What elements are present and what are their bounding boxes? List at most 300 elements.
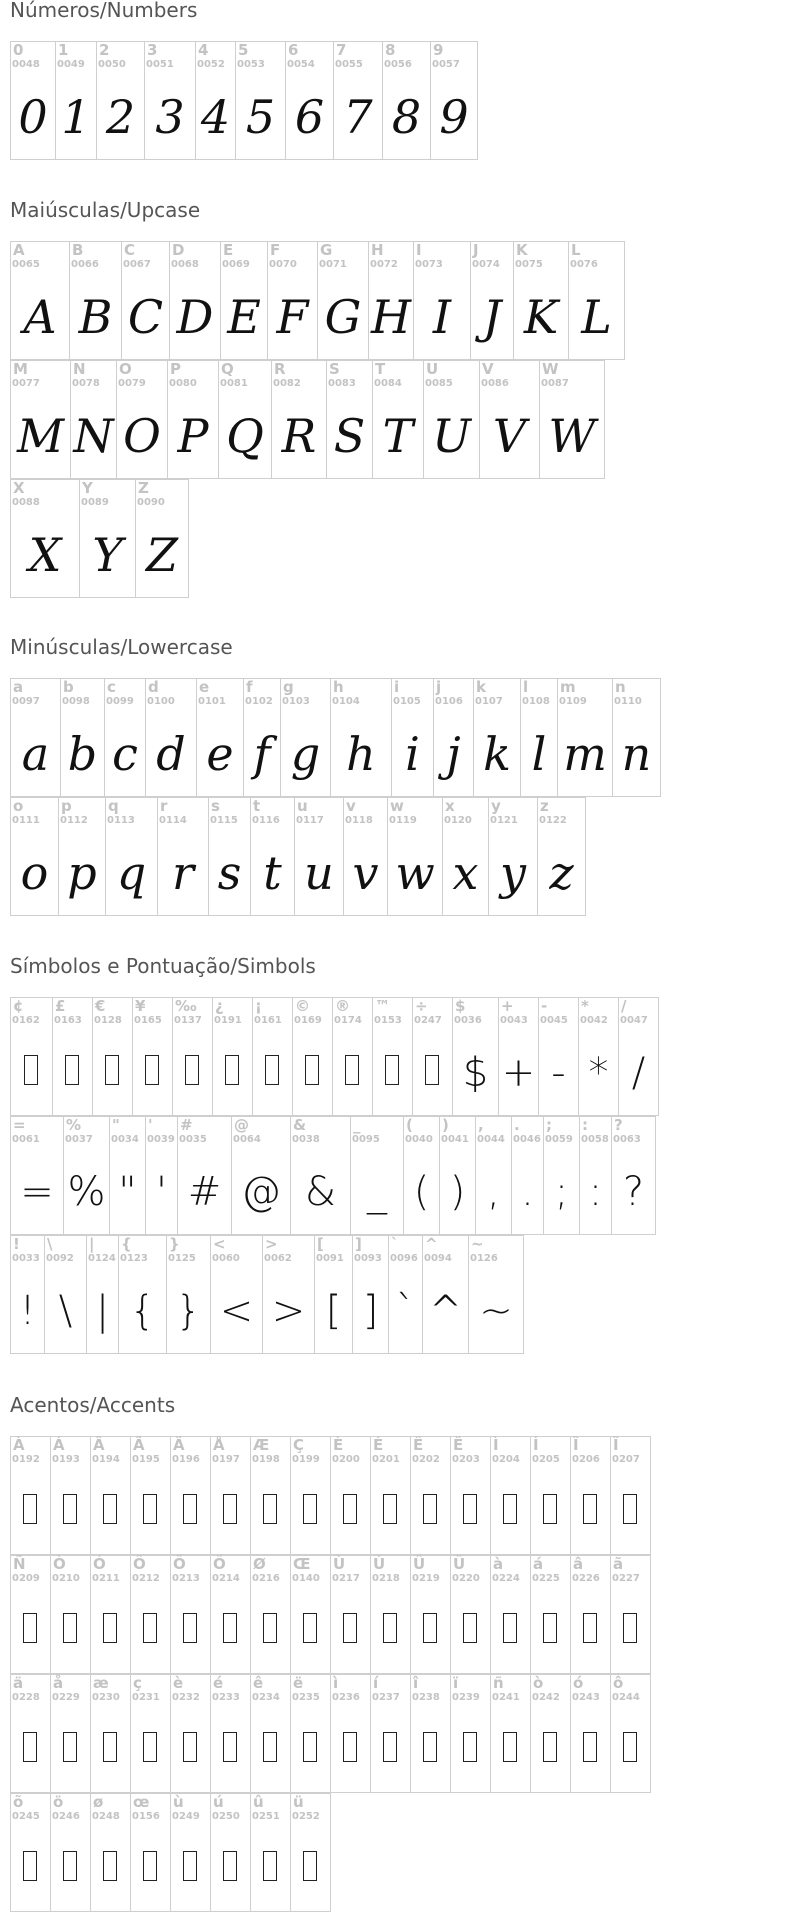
glyph-sample: I [432,290,452,344]
glyph-label: Ñ [13,1555,26,1573]
glyph-label: Ä [173,1436,185,1454]
glyph-code: 0077 [12,378,40,389]
glyph-label: Ë [453,1436,464,1454]
glyph-cell [330,678,392,797]
glyph-code: 0087 [541,378,569,389]
glyph-code: 0165 [134,1015,162,1026]
glyph-code: 0228 [12,1692,40,1703]
glyph-code: 0219 [412,1573,440,1584]
missing-glyph-icon [303,1851,317,1881]
glyph-cell [10,678,61,797]
missing-glyph-icon [623,1613,637,1643]
glyph-cell [475,1116,512,1235]
missing-glyph-icon [463,1613,477,1643]
glyph-code: 0102 [245,696,273,707]
glyph-code: 0097 [12,696,40,707]
glyph-code: 0093 [354,1253,382,1264]
missing-glyph-icon [63,1851,77,1881]
missing-glyph-icon [263,1851,277,1881]
glyph-cell [252,997,293,1116]
glyph-code: 0120 [444,815,472,826]
missing-glyph-icon [183,1494,197,1524]
glyph-label: Æ [253,1436,270,1454]
glyph-cell [104,678,146,797]
glyph-cell [439,1116,476,1235]
glyph-code: 0230 [92,1692,120,1703]
glyph-cell [368,241,414,360]
glyph-cell [10,1793,51,1912]
glyph-label: ) [442,1116,449,1134]
glyph-cell [10,1116,64,1235]
glyph-cell [543,1116,580,1235]
glyph-code: 0053 [237,59,265,70]
glyph-label: ä [13,1674,24,1692]
glyph-label: Ç [293,1436,305,1454]
glyph-sample: 7 [343,90,373,144]
glyph-sample: k [483,727,511,781]
glyph-label: f [246,678,253,696]
glyph-label: M [13,360,28,378]
glyph-sample: \ [58,1288,73,1334]
glyph-label: @ [234,1116,249,1134]
glyph-code: 0126 [470,1253,498,1264]
missing-glyph-icon [583,1732,597,1762]
glyph-cell [250,797,295,916]
glyph-code: 0079 [118,378,146,389]
glyph-label: ¥ [135,997,146,1015]
glyph-code: 0114 [159,815,187,826]
glyph-sample: _ [367,1169,387,1215]
glyph-sample: x [452,846,479,900]
glyph-label: œ [133,1793,150,1811]
glyph-cell [330,1436,371,1555]
glyph-cell [250,1674,291,1793]
glyph-cell [262,1235,315,1354]
glyph-sample: ~ [479,1288,513,1334]
glyph-label: ! [13,1235,20,1253]
glyph-cell [314,1235,353,1354]
glyph-code: 0105 [393,696,421,707]
glyph-cell [135,479,189,598]
missing-glyph-icon [265,1055,279,1085]
glyph-code: 0199 [292,1454,320,1465]
missing-glyph-icon [623,1494,637,1524]
glyph-code: 0055 [335,59,363,70]
glyph-sample: - [551,1050,566,1096]
glyph-code: 0217 [332,1573,360,1584]
glyph-cell [210,1555,251,1674]
glyph-label: t [253,797,261,815]
glyph-sample: G [324,290,362,344]
glyph-code: 0081 [220,378,248,389]
glyph-label: Ò [53,1555,66,1573]
glyph-code: 0068 [171,259,199,270]
glyph-sample: ^ [428,1288,463,1334]
glyph-sample: X [28,528,62,582]
missing-glyph-icon [145,1055,159,1085]
glyph-label: z [540,797,549,815]
glyph-label: Ú [373,1555,386,1573]
glyph-cell [343,797,388,916]
glyph-cell [442,797,489,916]
glyph-sample: A [23,290,57,344]
glyph-code: 0072 [370,259,398,270]
glyph-code: 0083 [328,378,356,389]
glyph-cell [250,1793,291,1912]
glyph-label: ¿ [215,997,224,1015]
glyph-cell [58,797,106,916]
glyph-sample: ( [413,1169,430,1215]
glyph-cell [195,41,236,160]
glyph-sample: . [521,1169,534,1215]
glyph-cell [130,1674,171,1793]
glyph-cell [50,1436,91,1555]
glyph-cell [145,1116,178,1235]
glyph-cell [50,1793,91,1912]
glyph-cell [210,1674,251,1793]
missing-glyph-icon [503,1613,517,1643]
glyph-label: * [581,997,589,1015]
glyph-label: g [283,678,294,696]
glyph-cell [116,360,168,479]
missing-glyph-icon [463,1732,477,1762]
glyph-label: 5 [238,41,249,59]
glyph-label: o [13,797,24,815]
glyph-label: y [491,797,501,815]
glyph-sample: o [20,846,49,900]
glyph-code: 0036 [454,1015,482,1026]
glyph-label: V [482,360,494,378]
glyph-cell [557,678,613,797]
glyph-cell [413,241,471,360]
glyph-label: Õ [173,1555,186,1573]
glyph-label: u [297,797,308,815]
glyph-sample: h [346,727,376,781]
glyph-label: k [476,678,486,696]
glyph-code: 0236 [332,1692,360,1703]
glyph-code: 0038 [292,1134,320,1145]
glyph-cell [210,1436,251,1555]
glyph-label: ' [148,1116,153,1134]
glyph-label: Ô [133,1555,146,1573]
glyph-cell [290,1555,331,1674]
glyph-label: À [13,1436,25,1454]
glyph-code: 0216 [252,1573,280,1584]
missing-glyph-icon [183,1851,197,1881]
glyph-sample: } [175,1288,202,1334]
glyph-sample: $ [462,1050,489,1096]
glyph-cell [412,997,453,1116]
glyph-label: Â [93,1436,105,1454]
glyph-cell [105,797,158,916]
glyph-sample: * [588,1050,609,1096]
missing-glyph-icon [583,1494,597,1524]
glyph-cell [382,41,431,160]
glyph-sample: | [95,1288,110,1334]
glyph-sample: E [227,290,261,344]
glyph-code: 0140 [292,1573,320,1584]
glyph-code: 0238 [412,1692,440,1703]
glyph-cell [220,241,268,360]
glyph-code: 0128 [94,1015,122,1026]
glyph-cell [450,1674,491,1793]
glyph-sample: + [501,1050,536,1096]
glyph-cell [568,241,625,360]
missing-glyph-icon [303,1732,317,1762]
glyph-code: 0174 [334,1015,362,1026]
glyph-cell [44,1235,87,1354]
glyph-label: ë [293,1674,304,1692]
glyph-sample: ; [554,1169,569,1215]
glyph-sample: O [123,409,161,463]
glyph-code: 0049 [57,59,85,70]
glyph-sample: b [67,727,98,781]
glyph-sample: v [352,846,379,900]
glyph-label: E [223,241,234,259]
glyph-code: 0241 [492,1692,520,1703]
glyph-sample: 2 [105,90,136,144]
glyph-cell [121,241,170,360]
glyph-cell [10,479,80,598]
glyph-code: 0200 [332,1454,360,1465]
missing-glyph-icon [23,1851,37,1881]
glyph-code: 0108 [522,696,550,707]
glyph-label: û [253,1793,264,1811]
missing-glyph-icon [223,1851,237,1881]
glyph-cell [55,41,97,160]
glyph-cell [570,1555,611,1674]
glyph-label: Y [82,479,93,497]
glyph-code: 0117 [296,815,324,826]
glyph-code: 0234 [252,1692,280,1703]
glyph-code: 0250 [212,1811,240,1822]
glyph-cell [372,997,413,1116]
glyph-cell [166,1235,211,1354]
glyph-label: \ [47,1235,53,1253]
glyph-code: 0069 [222,259,250,270]
glyph-label: è [173,1674,184,1692]
glyph-label: F [270,241,281,259]
glyph-code: 0169 [294,1015,322,1026]
glyph-label: ? [614,1116,623,1134]
missing-glyph-icon [303,1494,317,1524]
glyph-cell [570,1674,611,1793]
missing-glyph-icon [63,1732,77,1762]
glyph-label: L [571,241,581,259]
glyph-code: 0224 [492,1573,520,1584]
glyph-sample: a [21,727,50,781]
glyph-label: Í [533,1436,539,1454]
glyph-cell [578,997,619,1116]
glyph-label: 8 [385,41,396,59]
glyph-label: î [413,1674,419,1692]
missing-glyph-icon [543,1732,557,1762]
glyph-row [10,1116,656,1235]
glyph-cell [410,1674,451,1793]
missing-glyph-icon [143,1732,157,1762]
missing-glyph-icon [103,1732,117,1762]
glyph-label: ¡ [255,997,262,1015]
missing-glyph-icon [63,1613,77,1643]
glyph-label: Z [138,479,149,497]
glyph-label: n [615,678,626,696]
missing-glyph-icon [423,1494,437,1524]
glyph-label: ó [573,1674,584,1692]
glyph-sample: # [187,1169,222,1215]
glyph-sample: P [177,409,209,463]
glyph-label: & [293,1116,307,1134]
glyph-code: 0213 [172,1573,200,1584]
glyph-cell [144,41,196,160]
glyph-cell [290,1793,331,1912]
glyph-sample: , [487,1169,500,1215]
glyph-code: 0095 [352,1134,380,1145]
glyph-code: 0121 [490,815,518,826]
glyph-label: 0 [13,41,24,59]
missing-glyph-icon [385,1055,399,1085]
glyph-code: 0205 [532,1454,560,1465]
glyph-label: 1 [58,41,69,59]
glyph-code: 0123 [120,1253,148,1264]
glyph-code: 0237 [372,1692,400,1703]
glyph-cell [118,1235,167,1354]
glyph-code: 0233 [212,1692,240,1703]
glyph-sample: H [370,290,412,344]
glyph-sample: : [588,1169,603,1215]
glyph-cell [79,479,136,598]
glyph-cell [530,1436,571,1555]
glyph-code: 0118 [345,815,373,826]
glyph-label: X [13,479,25,497]
glyph-cell [170,1674,211,1793]
glyph-cell [370,1674,411,1793]
missing-glyph-icon [23,1494,37,1524]
glyph-label: © [295,997,310,1015]
missing-glyph-icon [425,1055,439,1085]
glyph-label: h [333,678,344,696]
glyph-sample: { [129,1288,156,1334]
glyph-code: 0115 [210,815,238,826]
glyph-sample: [ [325,1288,342,1334]
glyph-sample: m [563,727,607,781]
missing-glyph-icon [103,1613,117,1643]
glyph-label: D [172,241,185,259]
glyph-label: [ [317,1235,324,1253]
glyph-label: ç [133,1674,142,1692]
glyph-sample: e [206,727,234,781]
glyph-label: ÷ [415,997,428,1015]
glyph-code: 0192 [12,1454,40,1465]
glyph-cell [450,1555,491,1674]
glyph-cell [372,360,424,479]
glyph-cell [170,1555,211,1674]
glyph-sample: Y [92,528,123,582]
glyph-code: 0100 [147,696,175,707]
glyph-label: Ü [453,1555,466,1573]
glyph-label: # [180,1116,193,1134]
glyph-code: 0096 [390,1253,418,1264]
glyph-sample: 1 [61,90,91,144]
glyph-label: } [169,1235,180,1253]
glyph-cell [52,997,93,1116]
glyph-code: 0226 [572,1573,600,1584]
glyph-cell [92,997,133,1116]
glyph-sample: r [172,846,194,900]
glyph-code: 0066 [71,259,99,270]
glyph-row [10,241,625,360]
glyph-code: 0227 [612,1573,640,1584]
glyph-cell [350,1116,404,1235]
glyph-sample: u [304,846,334,900]
missing-glyph-icon [183,1613,197,1643]
glyph-code: 0125 [168,1253,196,1264]
glyph-label: È [333,1436,344,1454]
missing-glyph-icon [303,1613,317,1643]
missing-glyph-icon [23,1613,37,1643]
missing-glyph-icon [103,1851,117,1881]
glyph-code: 0082 [273,378,301,389]
glyph-code: 0119 [389,815,417,826]
glyph-label: = [13,1116,26,1134]
glyph-label: ò [533,1674,544,1692]
glyph-code: 0191 [214,1015,242,1026]
glyph-code: 0078 [72,378,100,389]
glyph-sample: D [176,290,214,344]
glyph-cell [170,1436,211,1555]
glyph-code: 0124 [88,1253,116,1264]
glyph-label: ñ [493,1674,504,1692]
glyph-row [10,797,586,916]
missing-glyph-icon [263,1494,277,1524]
section-title: Maiúsculas/Upcase [10,198,201,222]
glyph-sample: l [531,727,547,781]
glyph-code: 0089 [81,497,109,508]
glyph-sample: % [67,1169,106,1215]
glyph-code: 0231 [132,1692,160,1703]
glyph-cell [530,1555,571,1674]
missing-glyph-icon [503,1494,517,1524]
glyph-label: Å [213,1436,225,1454]
glyph-label: ø [93,1793,104,1811]
glyph-label: e [199,678,210,696]
glyph-code: 0229 [52,1692,80,1703]
glyph-cell [231,1116,291,1235]
glyph-label: , [478,1116,484,1134]
glyph-cell [271,360,327,479]
glyph-cell [10,1436,51,1555]
glyph-sample: V [492,409,527,463]
glyph-sample: W [548,409,596,463]
glyph-sample: 8 [391,90,422,144]
glyph-label: õ [13,1793,24,1811]
glyph-cell [538,997,579,1116]
missing-glyph-icon [343,1613,357,1643]
glyph-row [10,1674,651,1793]
glyph-cell [210,1235,263,1354]
glyph-code: 0059 [545,1134,573,1145]
glyph-code: 0232 [172,1692,200,1703]
glyph-cell [317,241,369,360]
glyph-code: 0107 [475,696,503,707]
glyph-cell [520,678,558,797]
glyph-code: 0206 [572,1454,600,1465]
glyph-label: Ö [213,1555,226,1573]
glyph-cell [90,1436,131,1555]
glyph-code: 0098 [62,696,90,707]
glyph-cell [433,678,474,797]
glyph-label: ô [613,1674,624,1692]
glyph-code: 0048 [12,59,40,70]
